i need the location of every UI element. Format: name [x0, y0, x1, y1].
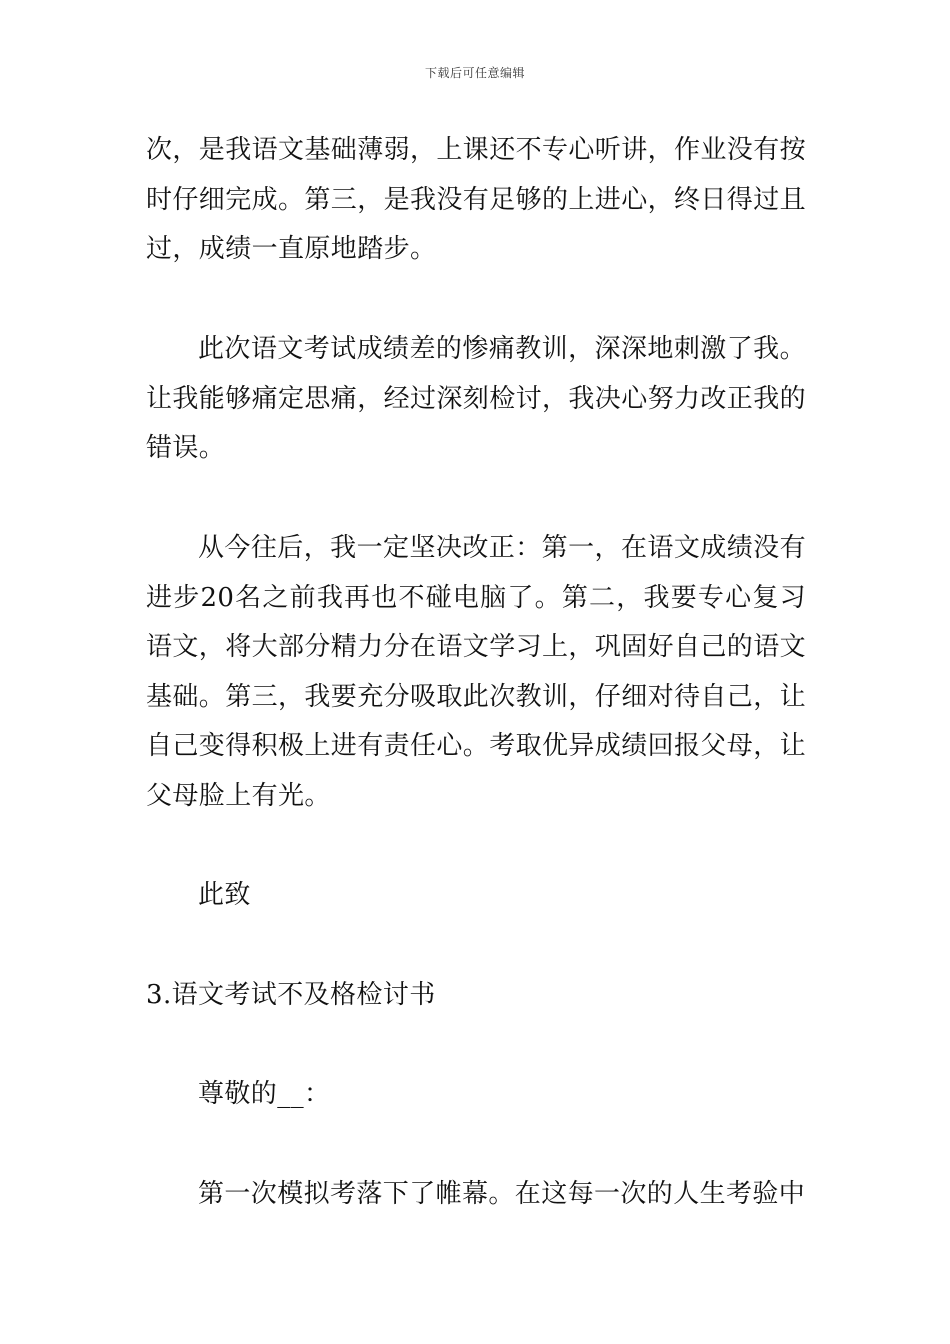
- section-title: [146, 971, 806, 1021]
- page-header: 下载后可任意编辑: [424, 66, 525, 80]
- paragraph-text: 此致: [198, 880, 251, 910]
- paragraph-4: [146, 1170, 806, 1220]
- paragraph-text: 此次语文考试成绩差的惨痛教训，深深地刺激了我。让我能够痛定思痛，经过深刻检讨，我决心努力改正我的错误。: [146, 334, 807, 463]
- paragraph-text: 次，是我语文基础薄弱，上课还不专心听讲，作业没有按时仔细完成。第三，是我没有足够的上进心，终日得过且过，成绩一直原地踏步。: [146, 135, 807, 264]
- closing-salutation: [146, 871, 806, 921]
- section-heading: 3.语文考试不及格检讨书: [146, 980, 436, 1010]
- paragraph-3: [146, 524, 806, 821]
- paragraph-2: [146, 325, 806, 474]
- paragraph-text: 第一次模拟考落下了帷幕。在这每一次的人生考验中: [198, 1179, 806, 1209]
- paragraph-1: [146, 126, 806, 275]
- paragraph-text: 尊敬的__：: [198, 1079, 331, 1109]
- paragraph-text: 从今往后，我一定坚决改正：第一，在语文成绩没有进步20名之前我再也不碰电脑了。第二，我要专心复习语文，将大部分精力分在语文学习上，巩固好自己的语文基础。第三，我要充分吸取此次教训，仔细对待自己，让自己变得积极上进有责任心。考取优异成绩回报父母，让父母脸上有光。: [146, 533, 807, 811]
- greeting: [146, 1070, 806, 1120]
